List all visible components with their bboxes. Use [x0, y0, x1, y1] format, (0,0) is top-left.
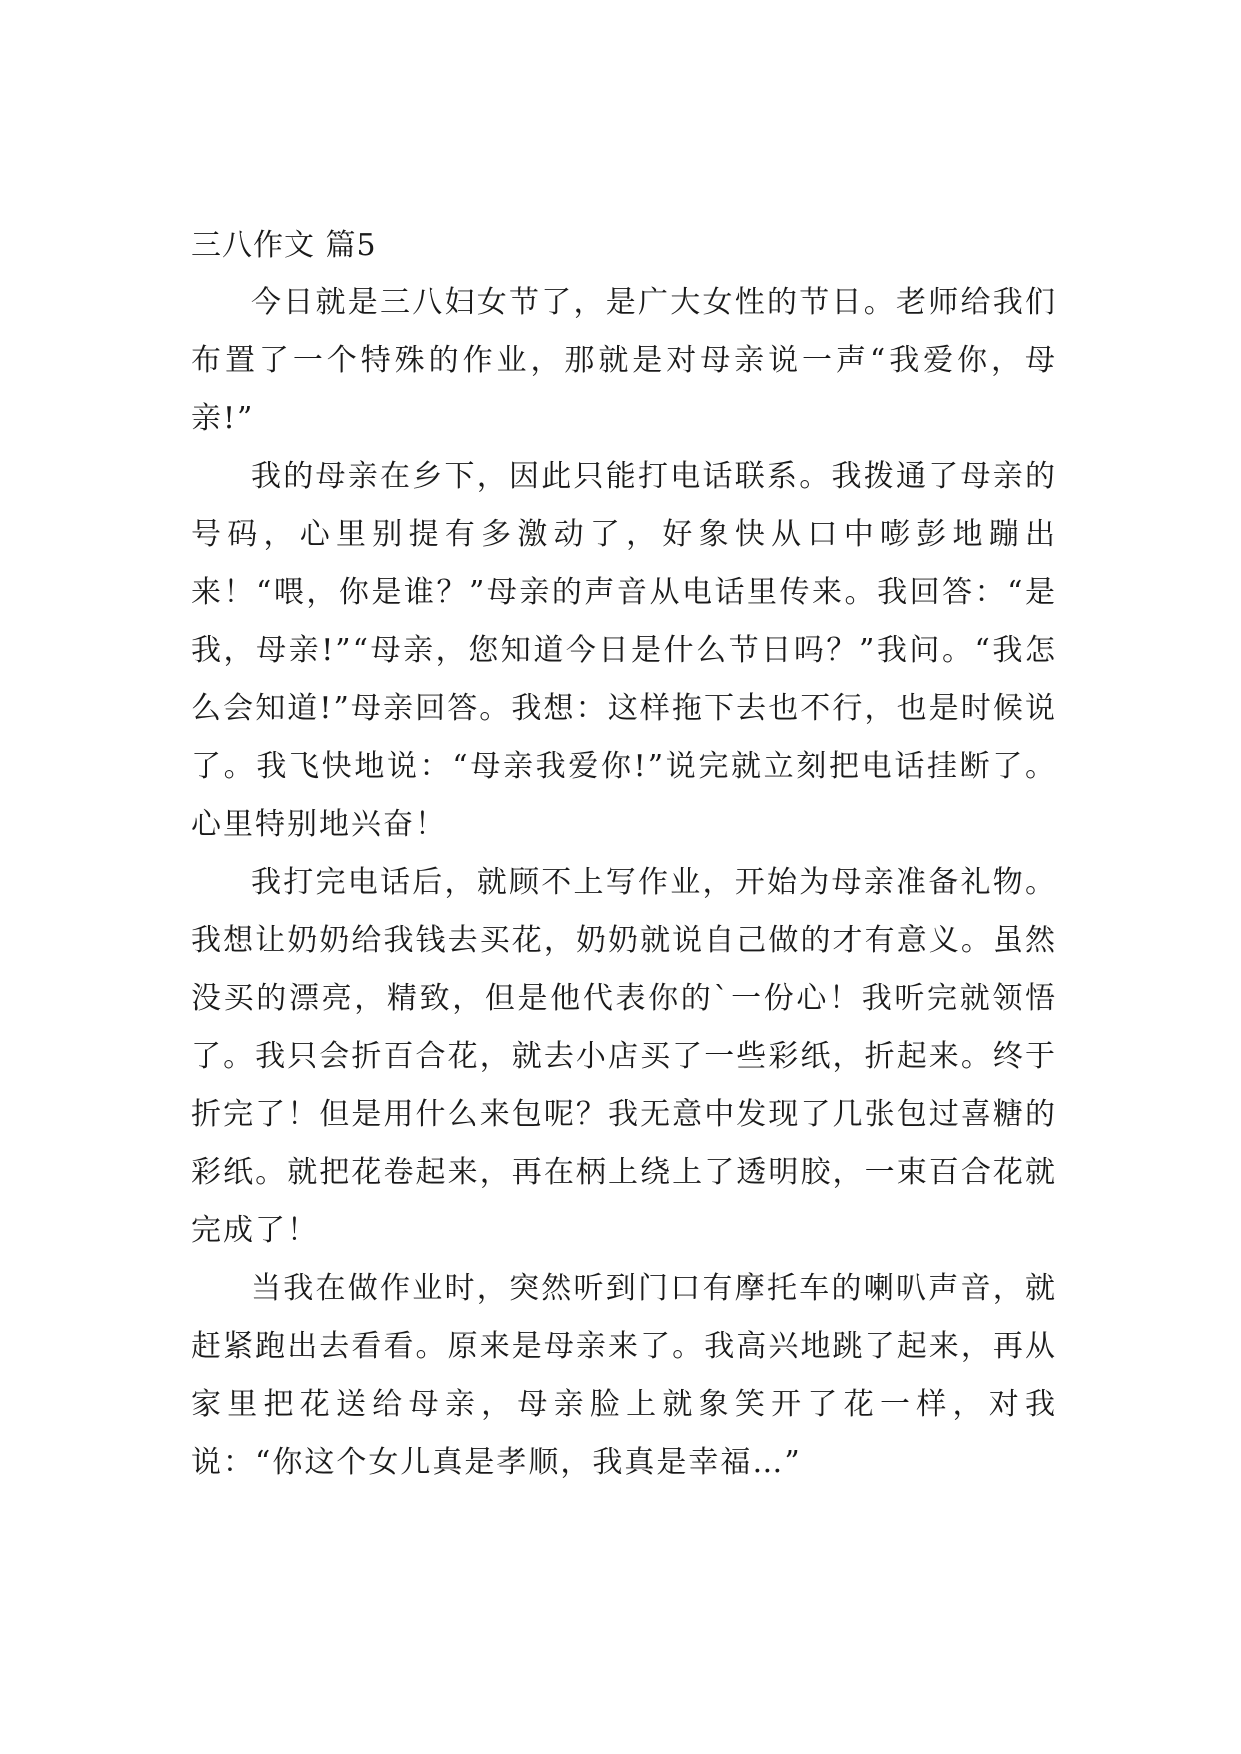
paragraph-4: 当我在做作业时，突然听到门口有摩托车的喇叭声音，就赶紧跑出去看看。原来是母亲来了。我高兴地跳了起来，再从家里把花送给母亲，母亲脸上就象笑开了花一样，对我说：“你这个女儿真是孝顺，我真是幸福…” — [191, 1271, 1057, 1480]
paragraph-3: 我打完电话后，就顾不上写作业，开始为母亲准备礼物。我想让奶奶给我钱去买花，奶奶就说自己做的才有意义。虽然没买的漂亮，精致，但是他代表你的`一份心！我听完就领悟了。我只会折百合花，就去小店买了一些彩纸，折起来。终于折完了！但是用什么来包呢？我无意中发现了几张包过喜糖的彩纸。就把花卷起来，再在柄上绕上了透明胶，一束百合花就完成了！ — [191, 865, 1057, 1248]
paragraph-1: 今日就是三八妇女节了，是广大女性的节日。老师给我们布置了一个特殊的作业，那就是对母亲说一声“我爱你，母亲!” — [191, 285, 1057, 436]
document-title: 三八作文 篇5 — [191, 228, 377, 263]
paragraph-2: 我的母亲在乡下，因此只能打电话联系。我拨通了母亲的号码，心里别提有多激动了，好象快从口中嘭彭地蹦出来！“喂，你是谁？”母亲的声音从电话里传来。我回答：“是我，母亲!”“母亲，您知道今日是什么节日吗？”我问。“我怎么会知道!”母亲回答。我想：这样拖下去也不行，也是时候说了。我飞快地说：“母亲我爱你!”说完就立刻把电话挂断了。心里特别地兴奋！ — [191, 459, 1057, 842]
document-body — [191, 218, 1057, 1492]
